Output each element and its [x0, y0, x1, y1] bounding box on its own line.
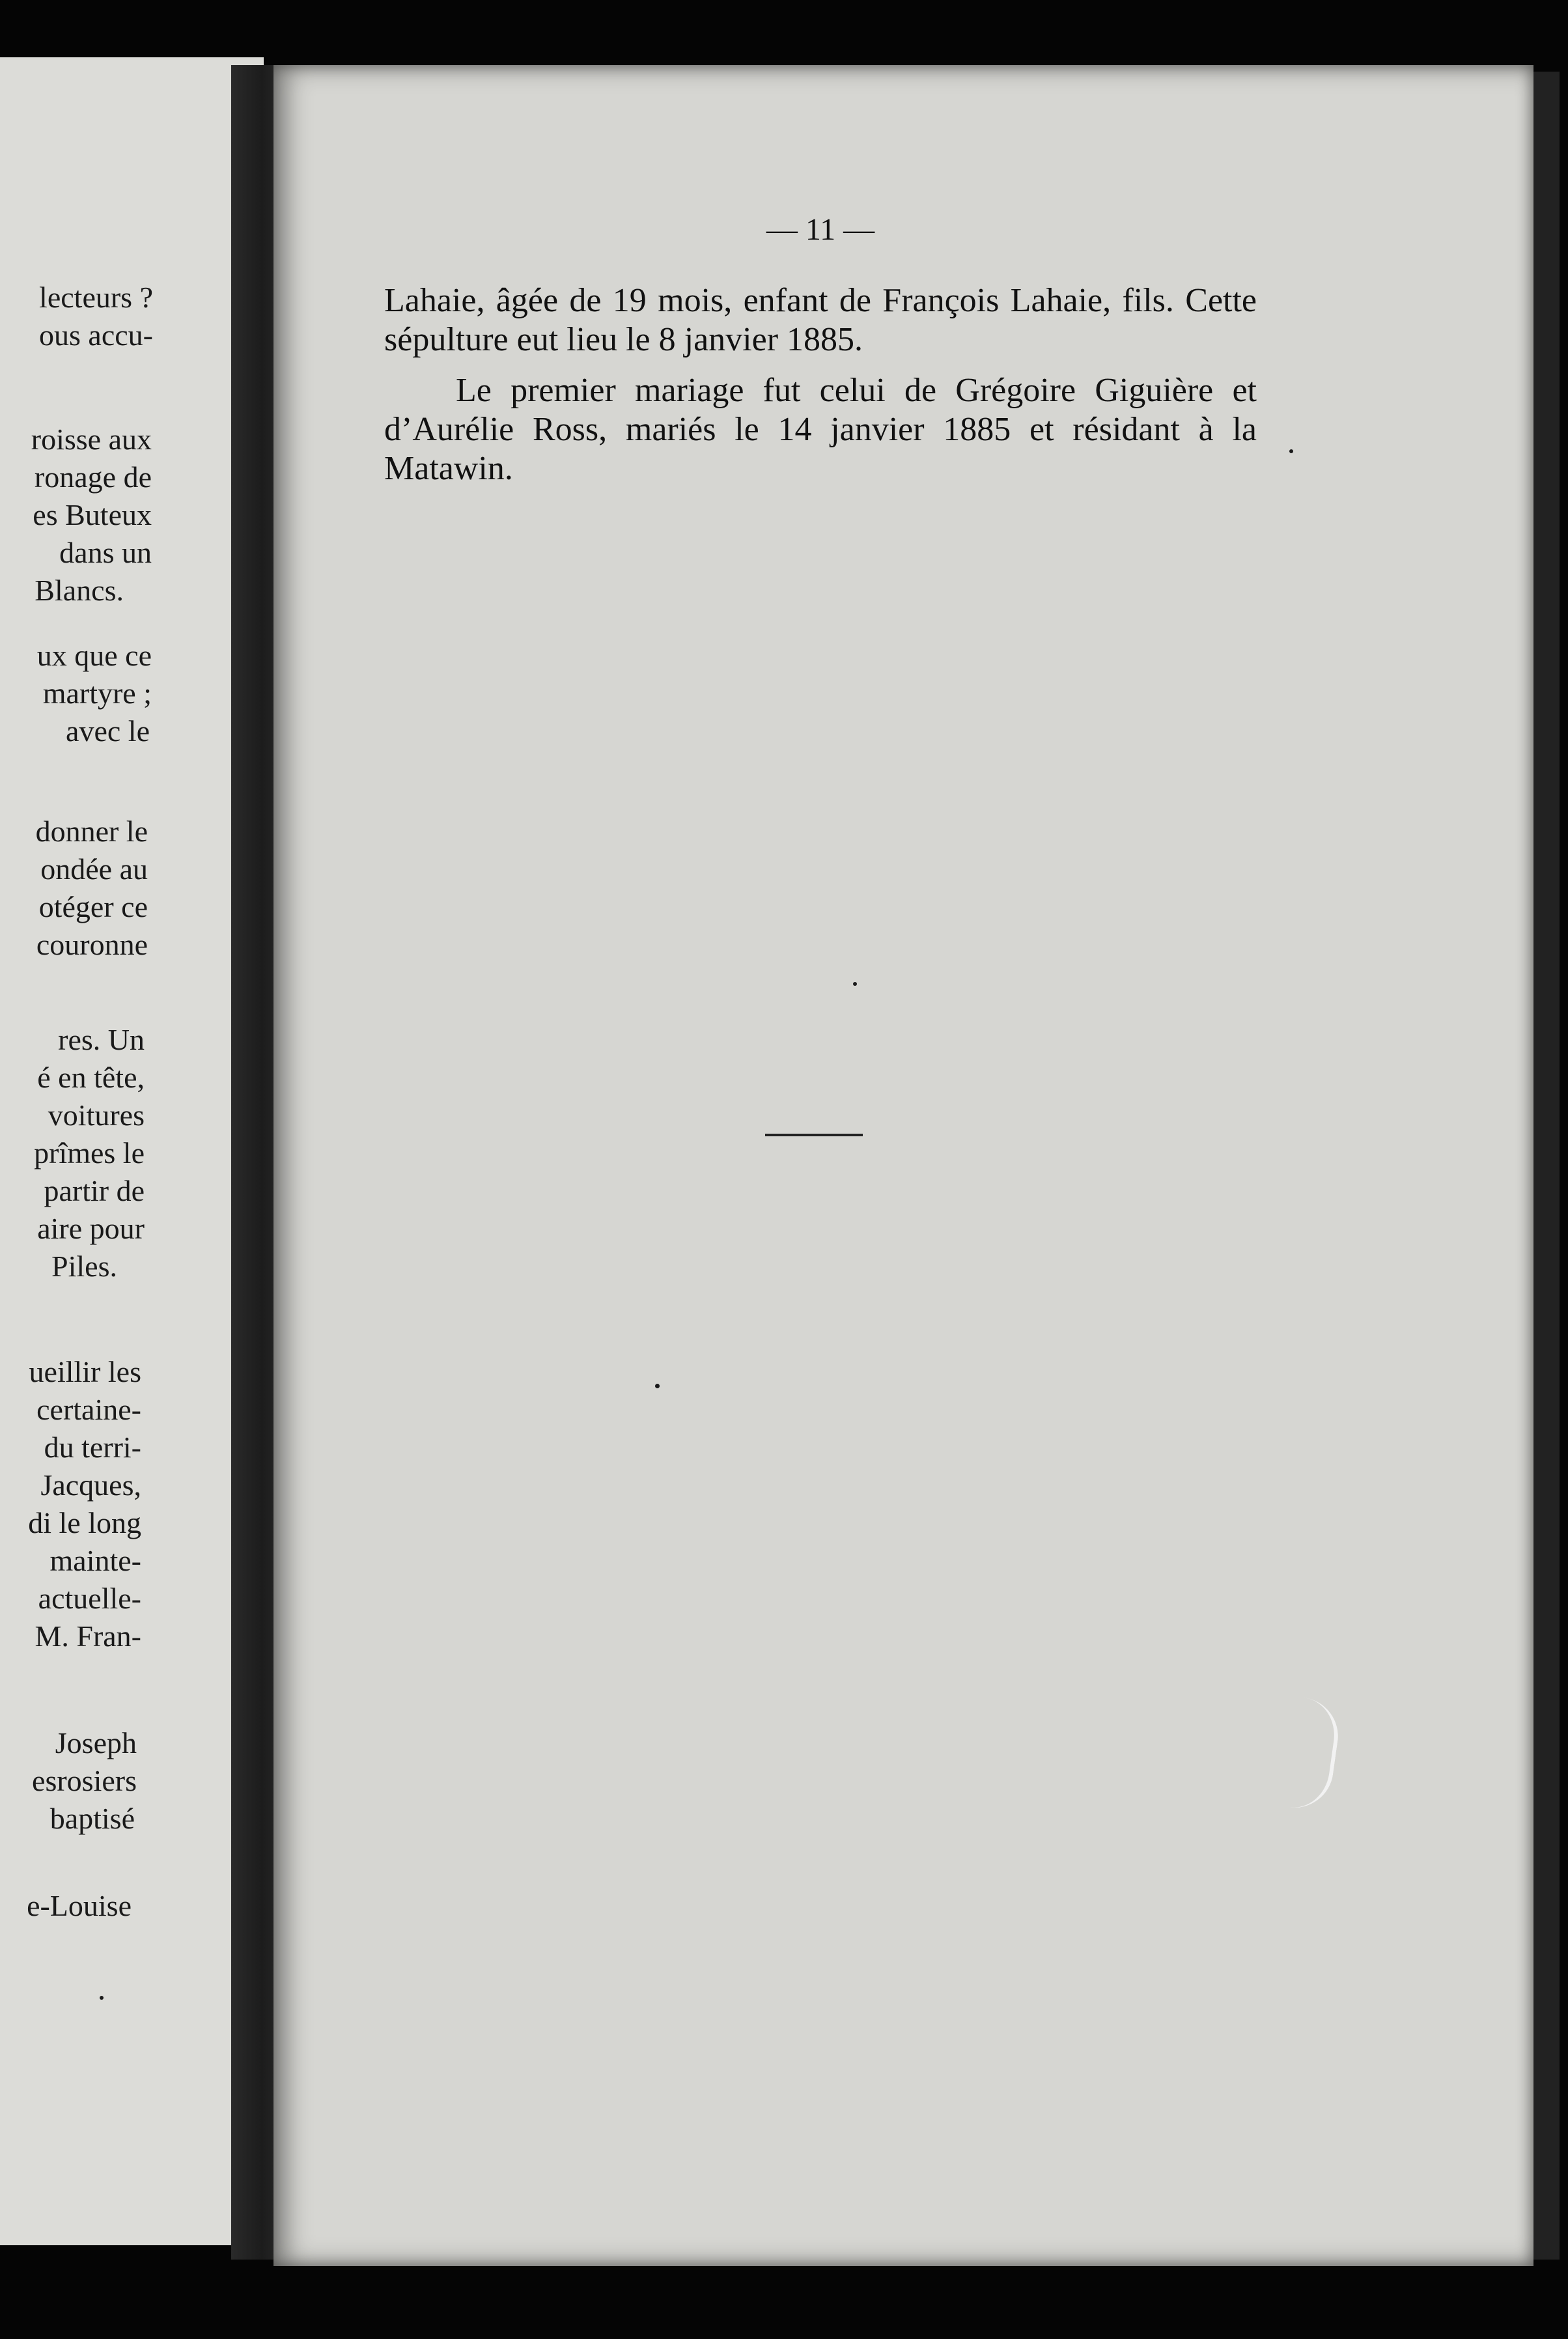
left-line: Jacques, [40, 1468, 141, 1502]
dust-speck [655, 1384, 660, 1388]
left-line: otéger ce [38, 890, 148, 923]
left-line: ondée au [40, 852, 148, 886]
left-line: ronage de [34, 460, 152, 494]
section-rule [765, 1134, 863, 1136]
left-line: é en tête, [37, 1061, 145, 1094]
left-line: donner le [35, 815, 148, 848]
dust-speck [1289, 449, 1293, 453]
left-line: aire pour [37, 1212, 145, 1245]
left-line: esrosiers [32, 1764, 137, 1797]
left-line: actuelle- [38, 1582, 141, 1615]
dust-speck [100, 1996, 104, 2000]
left-line: Joseph [55, 1726, 137, 1759]
paragraph: Lahaie, âgée de 19 mois, enfant de François Lahaie, fils. Cette sépulture eut lieu le 8 janvier 1885. [384, 282, 1257, 358]
page-body [384, 281, 1257, 488]
left-line: lecteurs ? [39, 281, 153, 314]
dust-speck [853, 982, 857, 986]
page-edge [1533, 72, 1560, 2260]
left-line: Blancs. [35, 574, 124, 607]
left-line: e-Louise [27, 1889, 132, 1922]
left-line: es Buteux [33, 498, 152, 531]
left-line: di le long [28, 1506, 141, 1539]
left-line: res. Un [58, 1023, 145, 1056]
left-line: voitures [48, 1099, 145, 1132]
left-line: partir de [44, 1174, 145, 1207]
page-number: — 11 — [766, 212, 875, 247]
left-line: roisse aux [31, 423, 152, 456]
left-line: ux que ce [36, 639, 152, 672]
left-line: certaine- [36, 1393, 141, 1426]
left-line: baptisé [49, 1802, 135, 1835]
paragraph: Le premier mariage fut celui de Grégoire Giguière et d’Aurélie Ross, mariés le 14 janvier 1885 et résidant à la Matawin. [384, 372, 1257, 487]
left-line: dans un [59, 536, 152, 569]
left-line: M. Fran- [35, 1619, 141, 1653]
left-line: martyre ; [42, 677, 152, 710]
left-line: avec le [66, 714, 150, 748]
left-line: prîmes le [34, 1136, 145, 1170]
left-line: ueillir les [29, 1355, 141, 1388]
left-line: ous accu- [39, 318, 153, 352]
left-line: couronne [36, 928, 148, 961]
left-line: du terri- [44, 1431, 141, 1464]
left-line: mainte- [49, 1544, 141, 1577]
left-line: Piles. [51, 1250, 117, 1283]
previous-page-fragment [0, 57, 264, 2245]
